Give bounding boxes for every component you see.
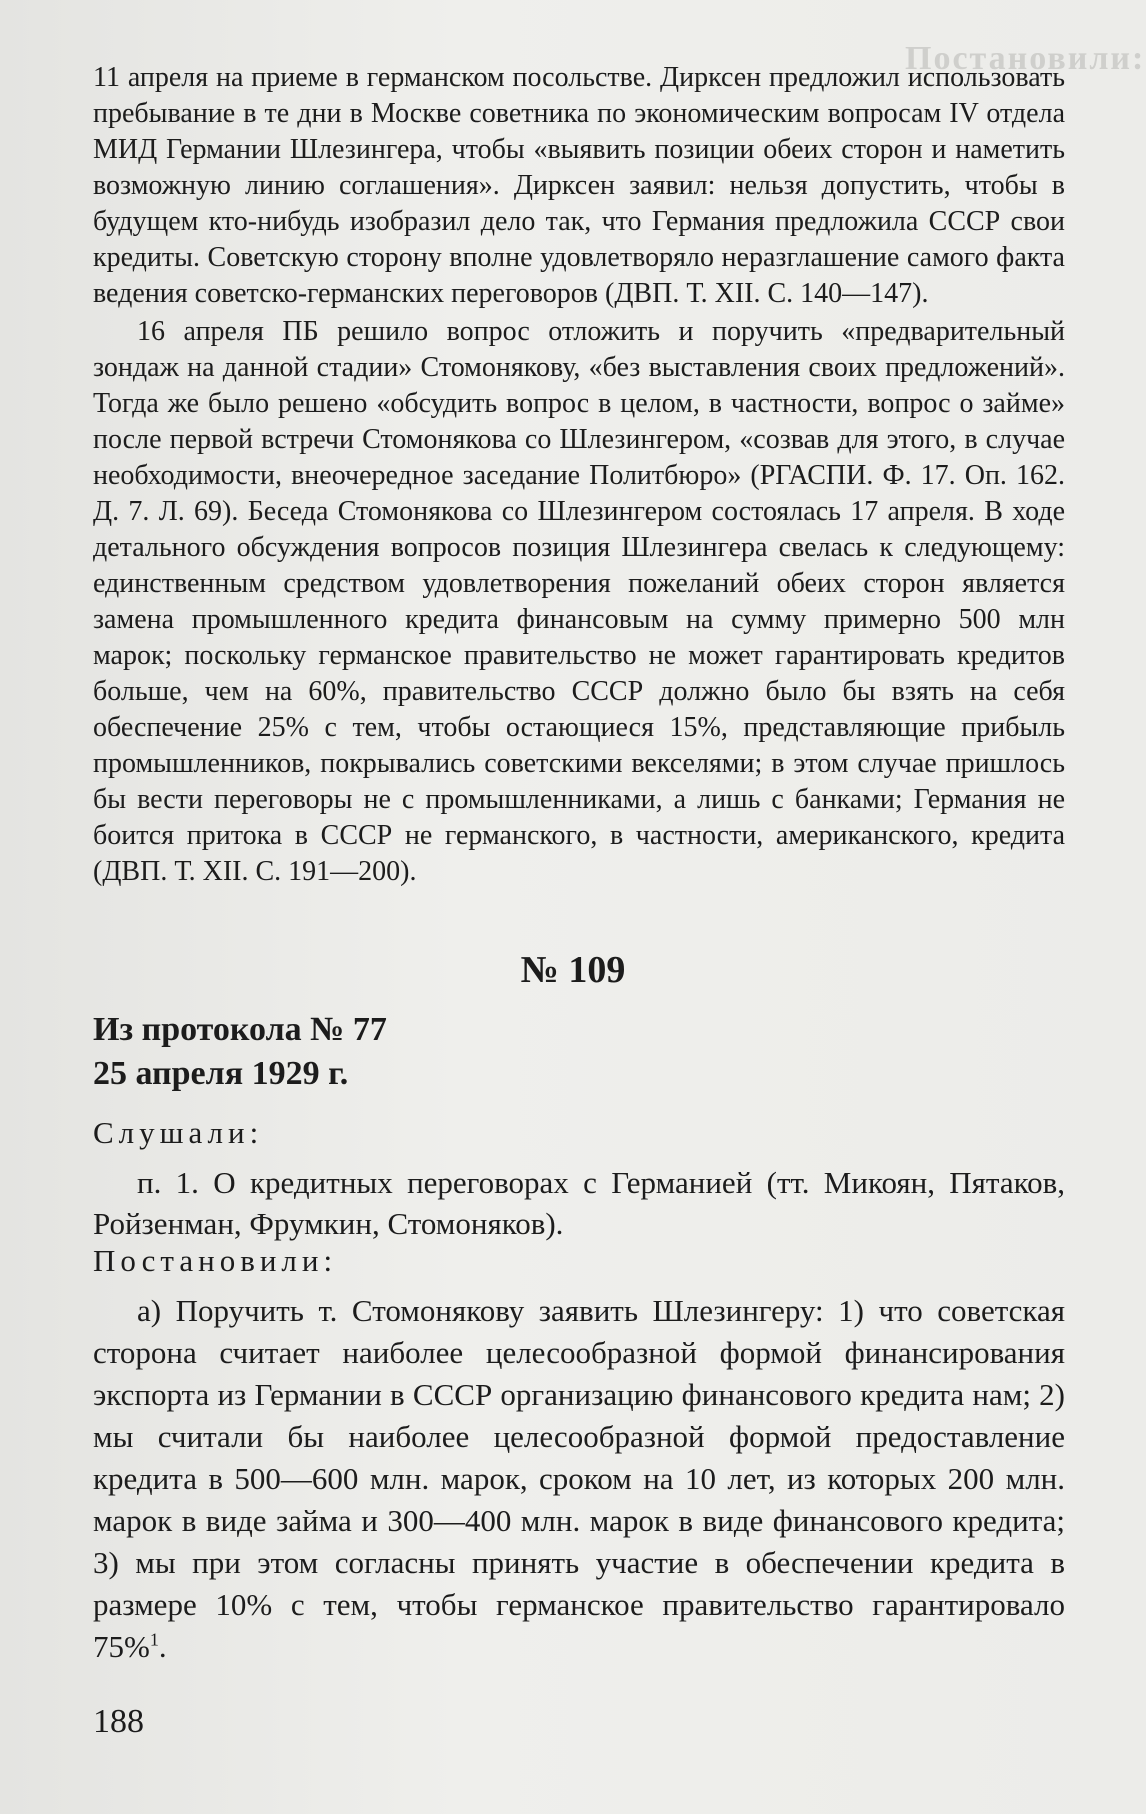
- intro-commentary: [93, 60, 1065, 890]
- document-number: № 109: [520, 949, 626, 991]
- show-through-ghost-text: Постановили:: [905, 40, 1146, 77]
- heard-text: п. 1. О кредитных переговорах с Германией (тт. Микоян, Пятаков, Ройзенман, Фрумкин, Стомоняков).: [93, 1165, 1065, 1241]
- footnote-mark: 1: [149, 1629, 159, 1650]
- decided-label: Постановили:: [93, 1243, 338, 1278]
- heard-label: Слушали:: [93, 1115, 264, 1150]
- decided-text: а) Поручить т. Стомонякову заявить Шлезингеру: 1) что советская сторона считает наиболее целесообразной формой финансирования экспорта из Германии в СССР организацию финансового кредита нам; 2) мы считали бы наиболее целесообразной формой предоставление кредита в 500—600 млн. марок, сроком на 10 лет, из которых 200 млн. марок в виде займа и 300—400 млн. марок в виде финансового кредита; 3) мы при этом согласны принять участие в обеспечении кредита в размере 10% с тем, чтобы германское правительство гарантировало 75%: [93, 1293, 1065, 1664]
- date-line: 25 апреля 1929 г.: [93, 1055, 349, 1092]
- source-line: Из протокола № 77: [93, 1011, 387, 1048]
- intro-paragraph-2: 16 апреля ПБ решило вопрос отложить и поручить «предварительный зондаж на данной стадии» Стомонякову, «без выставления своих предложений». Тогда же было решено «обсудить вопрос в целом, в частности, вопрос о займе» после первой встречи Стомонякова со Шлезингером, «созвав для этого, в случае необходимости, внеочередное заседание Политбюро» (РГАСПИ. Ф. 17. Оп. 162. Д. 7. Л. 69). Беседа Стомонякова со Шлезингером состоялась 17 апреля. В ходе детального обсуждения вопросов позиция Шлезингера свелась к следующему: единственным средством удовлетворения пожеланий обеих сторон является замена промышленного кредита финансовым на сумму примерно 500 млн марок; поскольку германское правительство не может гарантировать кредитов больше, чем на 60%, правительство СССР должно было бы взять на себя обеспечение 25% с тем, чтобы остающиеся 15%, представляющие прибыль промышленников, покрывались советскими векселями; в этом случае пришлось бы вести переговоры не с промышленниками, а лишь с банками; Германия не боится притока в СССР не германского, в частности, американского, кредита (ДВП. Т. XII. С. 191—200).: [93, 316, 1065, 887]
- decided-section: [93, 1290, 1065, 1668]
- decided-paragraph: [93, 1290, 1065, 1668]
- page-number: 188: [93, 1703, 144, 1740]
- document-heading: [93, 1008, 387, 1096]
- intro-paragraph-1: 11 апреля на приеме в германском посольстве. Дирксен предложил использовать пребывание в те дни в Москве советника по экономическим вопросам IV отдела МИД Германии Шлезингера, чтобы «выявить позиции обеих сторон и наметить возможную линию соглашения». Дирксен заявил: нельзя допустить, чтобы в будущем кто-нибудь изобразил дело так, что Германия предложила СССР свои кредиты. Советскую сторону вполне удовлетворяло неразглашение самого факта ведения советско-германских переговоров (ДВП. Т. XII. С. 140—147).: [93, 62, 1065, 309]
- decided-text-end: .: [158, 1629, 167, 1664]
- heard-section: [93, 1162, 1065, 1244]
